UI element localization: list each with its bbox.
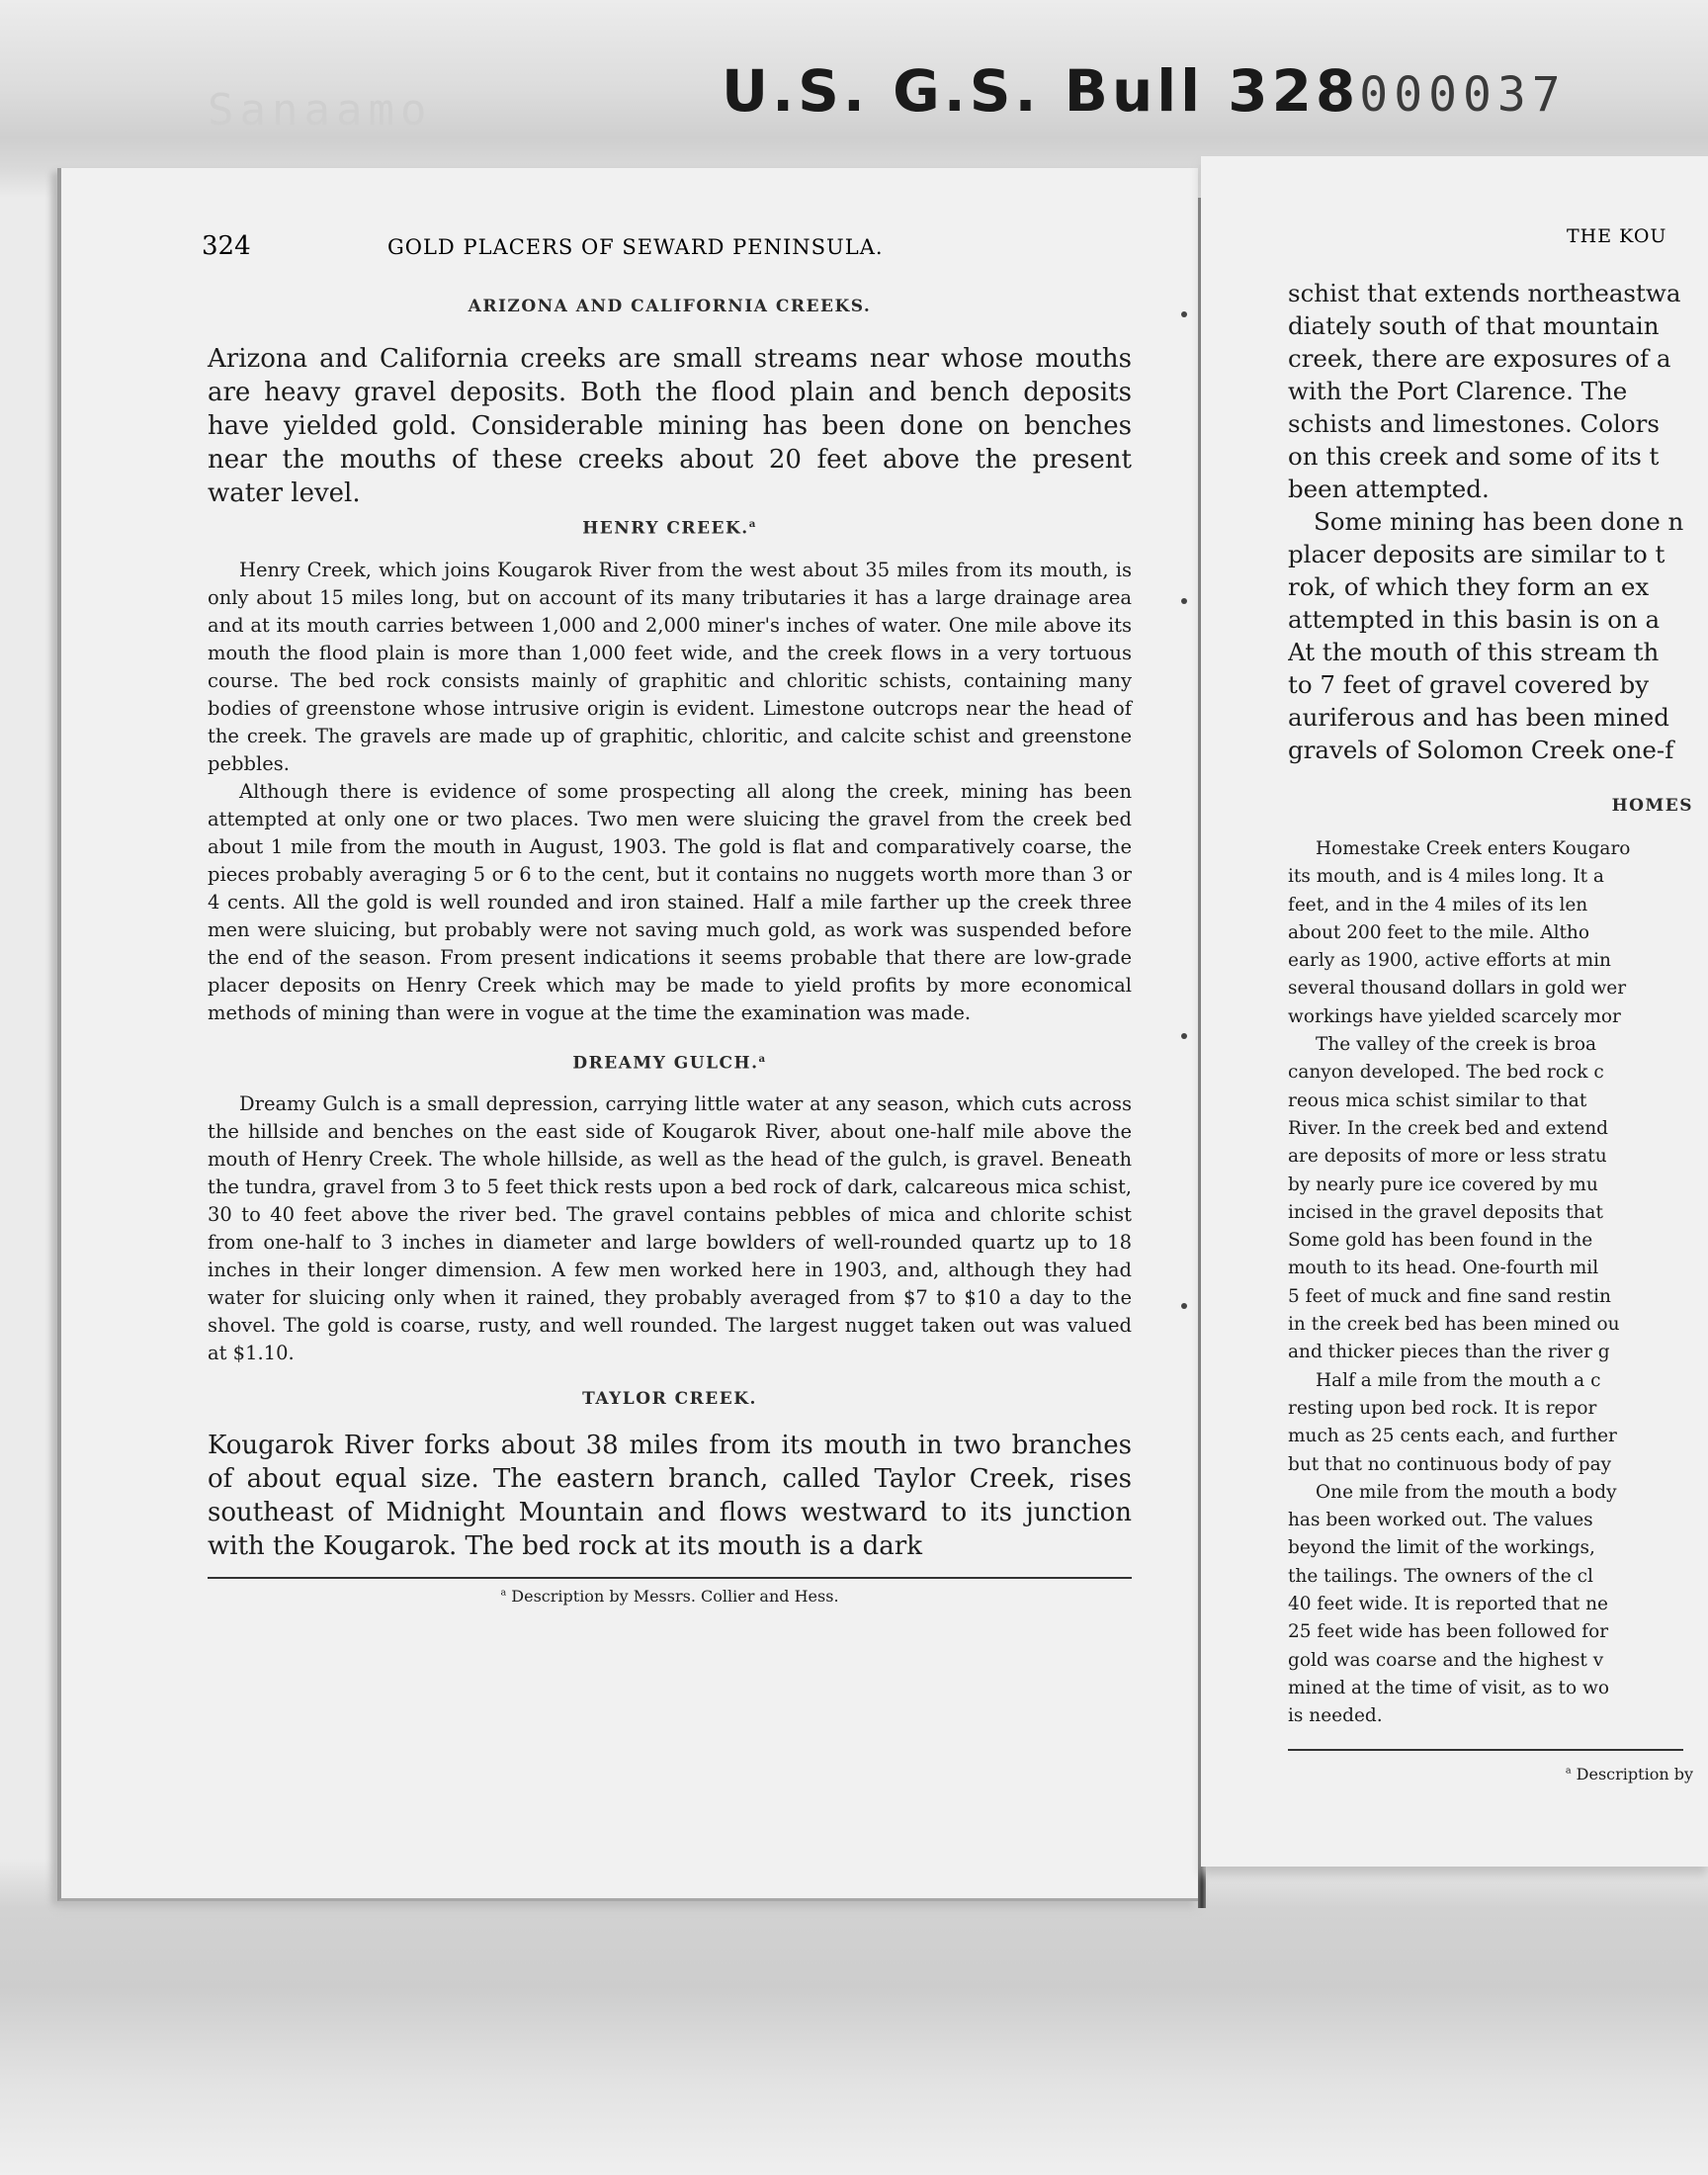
text-line: 5 feet of muck and fine sand restin [1288,1285,1611,1307]
paragraph-taylor: Kougarok River forks about 38 miles from its mouth in two branches of about equal size. The eastern branch, called Taylor Creek, rises southeast of Midnight Mountain and flows westward to its junction with the Kougarok. The bed rock at its mouth is a dark [208,1431,1132,1562]
text-line: gravels of Solomon Creek one-f [1288,736,1674,764]
text-line: to 7 feet of gravel covered by [1288,670,1650,699]
text-line: placer deposits are similar to t [1288,540,1665,568]
section-heading-homestake: HOMES [1611,796,1693,816]
footnote [208,1587,1132,1606]
text-line: gold was coarse and the highest v [1288,1649,1604,1671]
handwritten-annotation [722,57,1567,136]
text-line: incised in the gravel deposits that [1288,1201,1603,1223]
footnote [1288,1765,1693,1784]
paragraph-dreamy: Dreamy Gulch is a small depression, carrying little water at any season, which cuts across the hillside and benches on the east side of Kougarok River, about one-half mile above the mouth of Henry Creek. The whole hillside, as well as the head of the gulch, is gravel. Beneath the tundra, gravel from 3 to 5 feet thick rests upon a bed rock of dark, calcareous mica schist, 30 to 40 feet above the river bed. The gravel contains pebbles of mica and chlorite schist from one-half to 3 inches in diameter and large bowlders of well-rounded quartz up to 18 inches in their longer dimension. A few men worked here in 1903, and, although they had water for sluicing only when it rained, they probably averaged from $7 to $10 a day to the shovel. The gold is coarse, rusty, and well rounded. The largest nugget taken out was valued at $1.10. [208,1092,1132,1365]
text-line: Some gold has been found in the [1288,1230,1593,1252]
right-page [1201,156,1708,1867]
text-line: feet, and in the 4 miles of its len [1288,894,1588,915]
bleed-through-text: Sanaamo [208,85,433,135]
text-line: the tailings. The owners of the cl [1288,1565,1593,1587]
text-line: workings have yielded scarcely mor [1288,1005,1621,1027]
paragraph-arizona: Arizona and California creeks are small streams near whose mouths are heavy gravel deposits. Both the flood plain and bench deposits have yielded gold. Considerable mining has been done on benches near the mouths of these creeks about 20 feet above the present water level. [208,344,1132,508]
text-line: 25 feet wide has been followed for [1288,1621,1609,1643]
text-line: several thousand dollars in gold wer [1288,978,1627,1000]
text-line: about 200 feet to the mile. Altho [1288,921,1589,943]
text-line: schists and limestones. Colors [1288,409,1660,438]
scan-speck [1181,598,1187,604]
text-line: Half a mile from the mouth a c [1316,1369,1601,1391]
stamp-number: 000037 [1359,67,1567,123]
text-line: in the creek bed has been mined ou [1288,1314,1620,1336]
text-line: rok, of which they form an ex [1288,572,1650,601]
left-page-body [208,297,1132,1606]
text-line: River. In the creek bed and extend [1288,1117,1608,1139]
text-line: is needed. [1288,1705,1383,1727]
text-line: much as 25 cents each, and further [1288,1426,1617,1447]
running-head: GOLD PLACERS OF SEWARD PENINSULA. [387,235,884,259]
scan-speck [1181,1033,1187,1039]
text-line: creek, there are exposures of a [1288,344,1671,373]
text-line: are deposits of more or less stratu [1288,1146,1607,1168]
text-line: and thicker pieces than the river g [1288,1342,1610,1363]
page-number: 324 [202,231,251,261]
text-line: by nearly pure ice covered by mu [1288,1174,1598,1195]
section-heading-henry [208,518,1132,539]
text-line: One mile from the mouth a body [1316,1481,1617,1503]
text-line: Some mining has been done n [1314,507,1684,536]
section-heading-arizona: ARIZONA AND CALIFORNIA CREEKS. [468,297,872,316]
text-line: diately south of that mountain [1288,311,1660,340]
text-line: canyon developed. The bed rock c [1288,1062,1604,1084]
text-line: but that no continuous body of pay [1288,1453,1612,1475]
text-line: on this creek and some of its t [1288,442,1660,471]
footnote-mark: a [500,1587,507,1599]
text-line: has been worked out. The values [1288,1510,1593,1531]
heading-text: HENRY CREEK. [582,518,749,539]
heading-text: DREAMY GULCH. [572,1053,759,1074]
text-line: schist that extends northeastwa [1288,279,1681,307]
text-line: with the Port Clarence. The [1288,377,1628,405]
text-line: At the mouth of this stream th [1288,638,1660,666]
section-heading-dreamy [208,1053,1132,1074]
footnote-mark: a [1565,1765,1572,1777]
section-heading-taylor: TAYLOR CREEK. [582,1389,757,1410]
text-line: mouth to its head. One-fourth mil [1288,1258,1599,1279]
footnote-text: Description by [1576,1764,1693,1784]
text-line: reous mica schist similar to that [1288,1089,1587,1111]
right-page-body [1288,277,1693,1784]
handwritten-label: U.S. G.S. Bull 328 [722,57,1360,125]
paragraph-henry-1: Henry Creek, which joins Kougarok River from the west about 35 miles from its mouth, is only about 15 miles long, but on account of its many tributaries it has a large drainage area and at its mouth carries between 1,000 and 2,000 miner's inches of water. One mile above its mouth the flood plain is more than 1,000 feet wide, and the creek flows in a very tortuous course. The bed rock consists mainly of graphitic and chloritic schists, containing many bodies of greenstone whose intrusive origin is evident. Limestone outcrops near the head of the creek. The gravels are made up of graphitic, chloritic, and calcite schist and greenstone pebbles. [208,558,1132,775]
scan-speck [1181,1303,1187,1309]
text-line: Homestake Creek enters Kougaro [1316,838,1631,859]
footnote-mark: a [758,1052,767,1065]
footnote-text: Description by Messrs. Collier and Hess. [511,1587,839,1607]
footnote-mark: a [748,518,757,530]
running-head: THE KOU [1567,225,1667,247]
text-line: attempted in this basin is on a [1288,605,1661,634]
text-line: resting upon bed rock. It is repor [1288,1397,1597,1419]
text-line: early as 1900, active efforts at min [1288,950,1611,972]
homestake-text [1288,835,1693,1731]
text-line: beyond the limit of the workings, [1288,1537,1595,1559]
text-line: The valley of the creek is broa [1316,1034,1597,1056]
text-line: been attempted. [1288,475,1490,503]
scan-speck [1181,311,1187,317]
text-line: mined at the time of visit, as to wo [1288,1677,1609,1698]
text-line: 40 feet wide. It is reported that ne [1288,1594,1608,1615]
left-page [57,168,1198,1901]
text-line: auriferous and has been mined [1288,703,1669,732]
paragraph-henry-2: Although there is evidence of some prospecting all along the creek, mining has been attempted at only one or two places. Two men were sluicing the gravel from the creek bed about 1 mile from the mouth in August, 1903. The gold is flat and comparatively coarse, the pieces probably averaging 5 or 6 to the cent, but it contains no nuggets worth more than 3 or 4 cents. All the gold is well rounded and iron stained. Half a mile farther up the creek three men were sluicing, but probably were not saving much gold, as work was suspended before the end of the season. From present indications it seems probable that there are low-grade placer deposits on Henry Creek which may be made to yield profits by more economical methods of mining than were in vogue at the time the examination was made. [208,779,1132,1024]
text-line: its mouth, and is 4 miles long. It a [1288,866,1604,888]
